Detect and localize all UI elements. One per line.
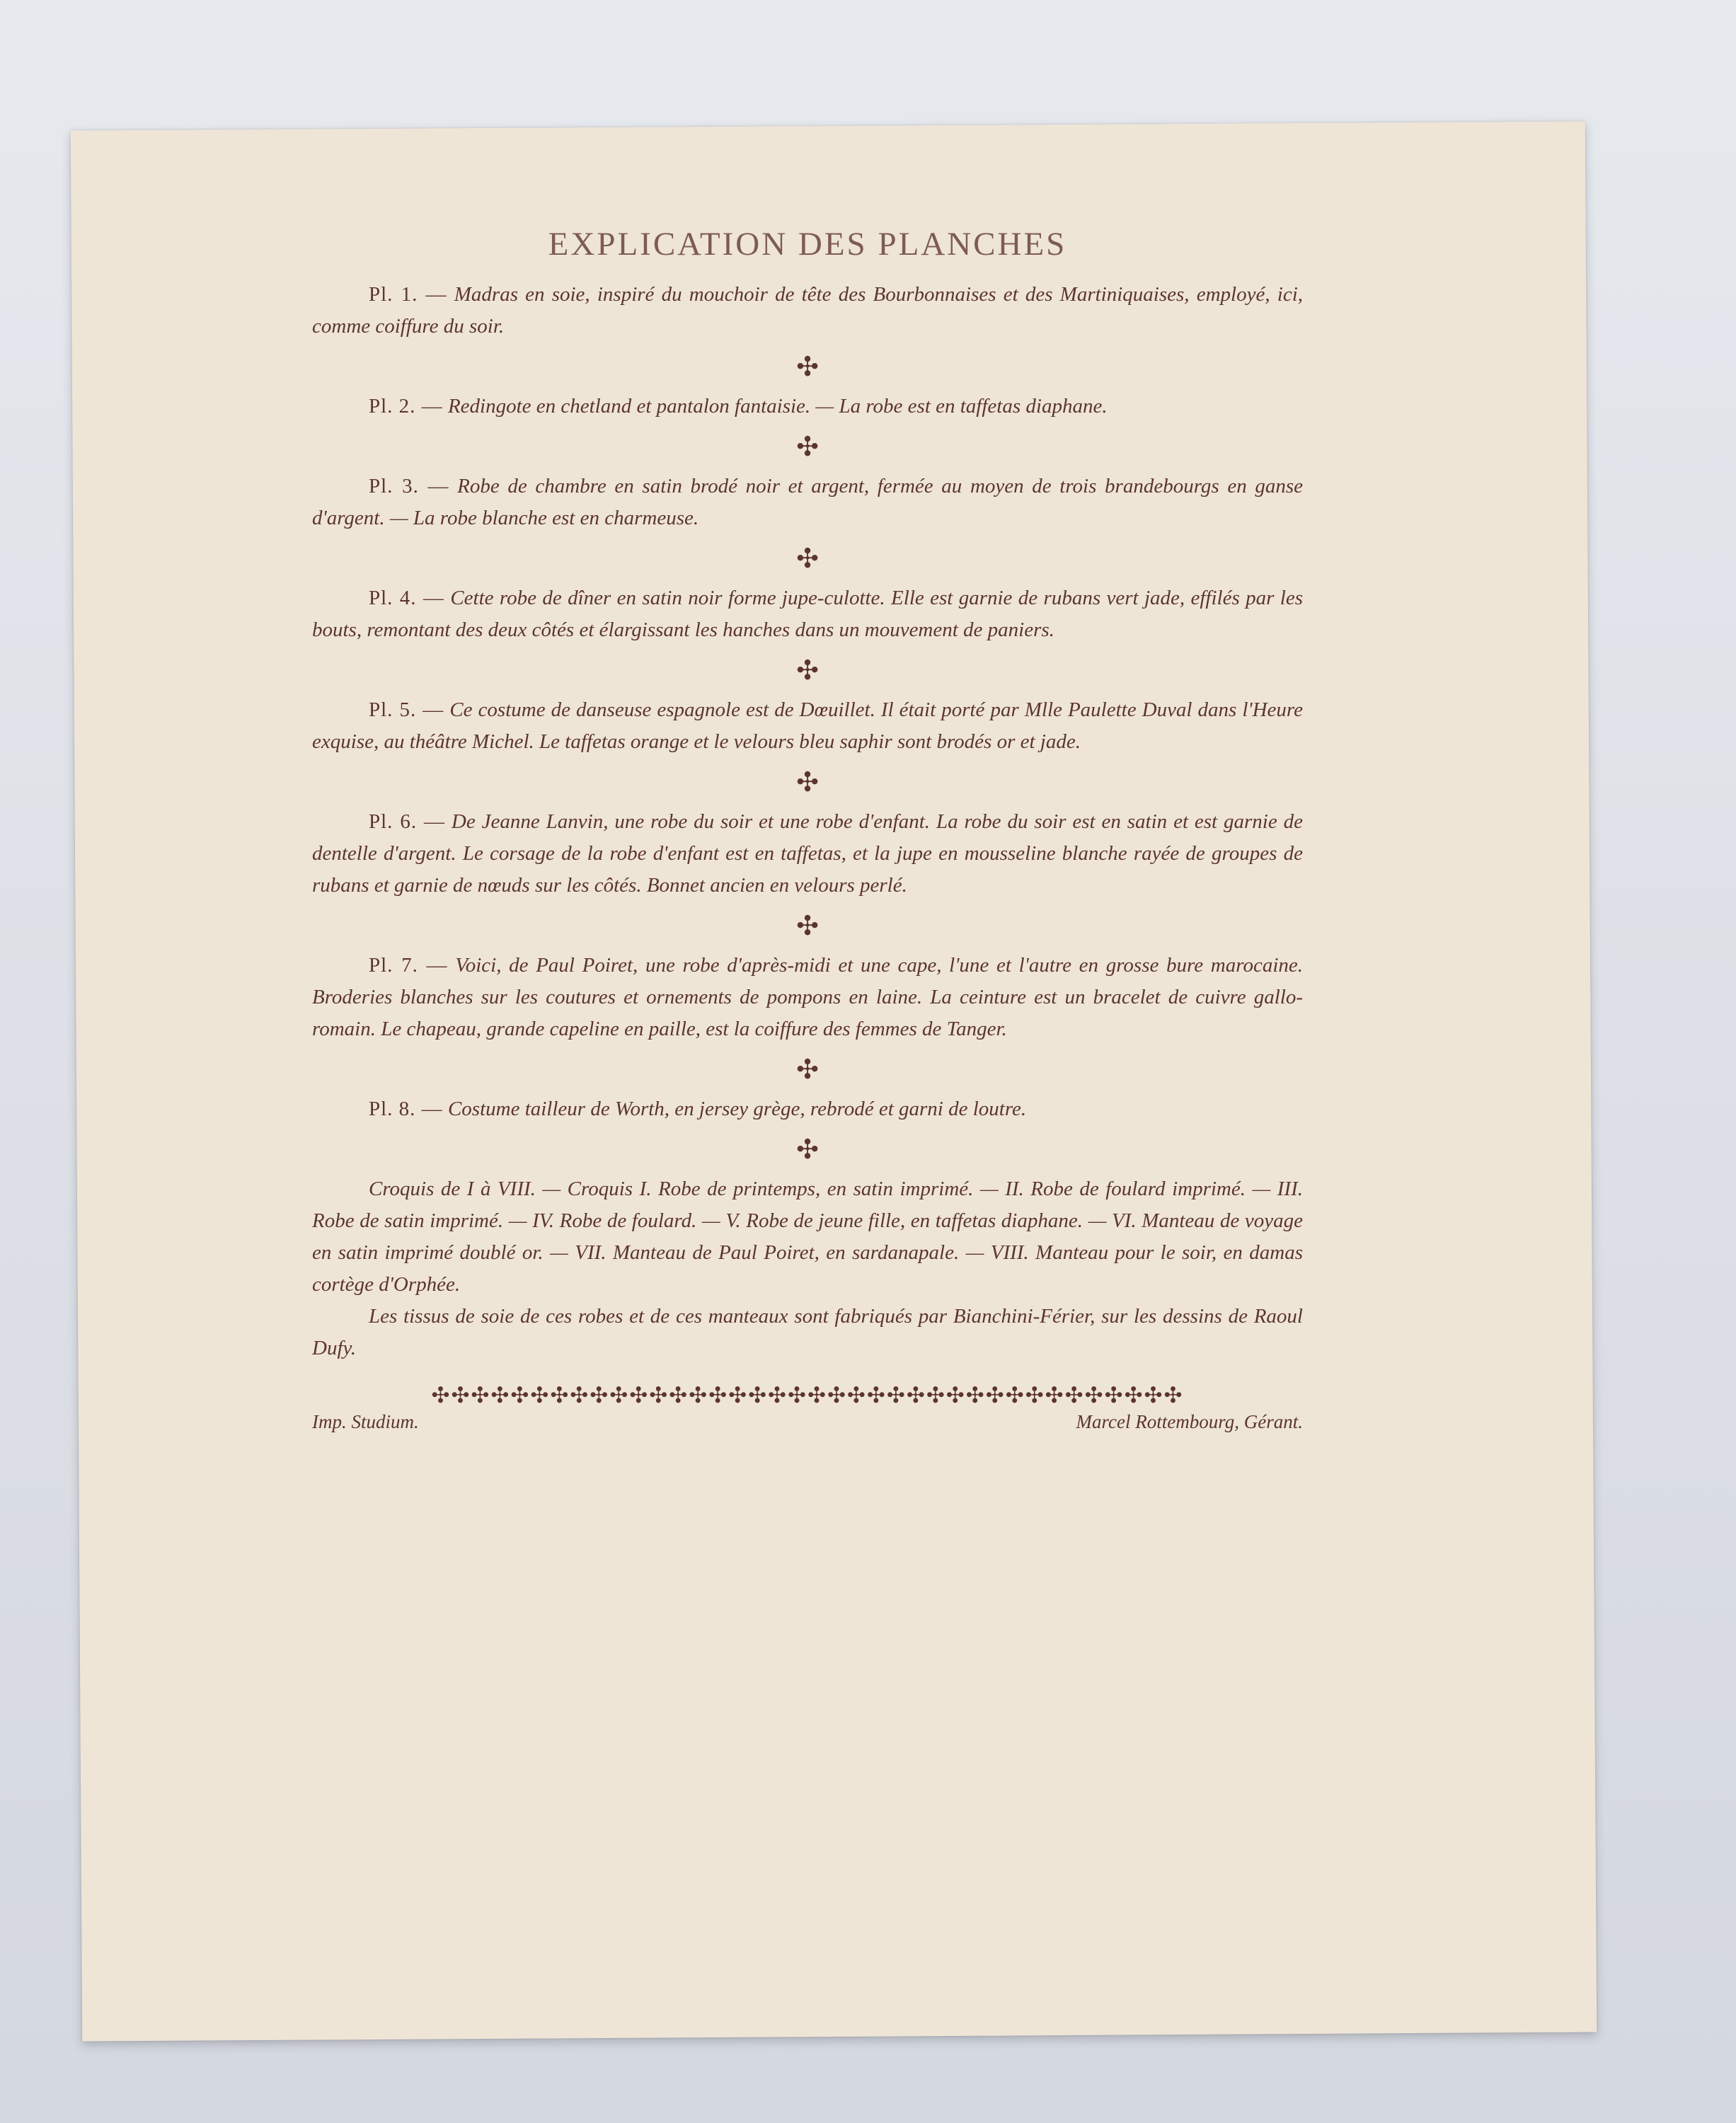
ornament-icon: ✣: [796, 544, 819, 574]
plate-4-text: Cette robe de dîner en satin noir forme jupe-culotte. Elle est garnie de rubans vert jade, effilés par les bouts, remontant des deux côtés et élargissant les hanches dans un mouvement de paniers.: [312, 587, 1304, 641]
plate-1-text: Madras en soie, inspiré du mouchoir de tête des Bourbonnaises et des Martiniquaises, employé, ici, comme coiffure du soir.: [312, 283, 1304, 338]
plate-2-text: Redingote en chetland et pantalon fantaisie. — La robe est en taffetas diaphane.: [447, 395, 1108, 418]
plate-1: [312, 279, 1303, 343]
plate-1-label: Pl. 1. —: [369, 283, 447, 306]
plate-8: [312, 1093, 1303, 1125]
manager-credit: Marcel Rottembourg, Gérant.: [1076, 1411, 1303, 1432]
plate-7: [312, 950, 1303, 1045]
plate-5-text: Ce costume de danseuse espagnole est de Dœuillet. Il était porté par Mlle Paulette Duval dans l'Heure exquise, au théâtre Michel. Le taffetas orange et le velours bleu saphir sont brodés or et jade.: [312, 698, 1304, 753]
ornament-icon: ✣: [796, 656, 819, 686]
page-title: EXPLICATION DES PLANCHES: [548, 226, 1067, 263]
plate-3: [312, 471, 1303, 534]
printer-credit: Imp. Studium.: [312, 1411, 419, 1432]
ornament-icon: ✣: [796, 911, 819, 941]
ornament-icon: ✣: [796, 432, 819, 462]
ornament-icon: ✣: [796, 352, 819, 382]
plate-4: [312, 582, 1303, 646]
page-content: [312, 225, 1303, 1433]
plate-6-label: Pl. 6. —: [369, 810, 445, 833]
plate-3-label: Pl. 3. —: [369, 475, 449, 497]
croquis-paragraph: Croquis de I à VIII. — Croquis I. Robe de printemps, en satin imprimé. — II. Robe de foulard imprimé. — III. Robe de satin imprimé. — IV. Robe de foulard. — V. Robe de jeune fille, en taffetas diaphane. — VI. Manteau de voyage en satin imprimé doublé or. — VII. Manteau de Paul Poiret, en sardanapale. — VIII. Manteau pour le soir, en damas cortège d'Orphée.: [312, 1178, 1303, 1296]
plate-3-text: Robe de chambre en satin brodé noir et argent, fermée au moyen de trois brandebourgs en ganse d'argent. — La robe blanche est en charmeuse.: [312, 475, 1304, 529]
ornament-icon: ✣: [796, 1135, 819, 1165]
plate-7-label: Pl. 7. —: [369, 954, 448, 977]
plate-6: [312, 806, 1303, 902]
ornament-icon: ✣: [796, 768, 819, 798]
fabric-note: Les tissus de soie de ces robes et de ces manteaux sont fabriqués par Bianchini-Férier, sur les dessins de Raoul Dufy.: [312, 1305, 1303, 1359]
plate-5-label: Pl. 5. —: [369, 698, 444, 721]
plate-2-label: Pl. 2. —: [369, 395, 443, 418]
plate-5: [312, 694, 1303, 758]
ornament-border: ✣✣✣✣✣✣✣✣✣✣✣✣✣✣✣✣✣✣✣✣✣✣✣✣✣✣✣✣✣✣✣✣✣✣✣✣✣✣: [431, 1383, 1184, 1408]
plate-8-label: Pl. 8. —: [369, 1098, 443, 1120]
plate-6-text: De Jeanne Lanvin, une robe du soir et une robe d'enfant. La robe du soir est en satin et est garnie de dentelle d'argent. Le corsage de la robe d'enfant est en taffetas, et la jupe en mousseline blanche rayée de groupes de rubans et garnie de nœuds sur les côtés. Bonnet ancien en velours perlé.: [312, 810, 1304, 897]
footer: [312, 1411, 1303, 1433]
plate-4-label: Pl. 4. —: [369, 587, 444, 609]
ornament-icon: ✣: [796, 1055, 819, 1085]
plate-7-text: Voici, de Paul Poiret, une robe d'après-midi et une cape, l'une et l'autre en grosse bure marocaine. Broderies blanches sur les coutures et ornements de pompons en laine. La ceinture est un bracelet de cuivre gallo-romain. Le chapeau, grande capeline en paille, est la coiffure des femmes de Tanger.: [312, 954, 1303, 1040]
plate-2: [312, 391, 1303, 422]
plate-8-text: Costume tailleur de Worth, en jersey grège, rebrodé et garni de loutre.: [447, 1098, 1027, 1120]
